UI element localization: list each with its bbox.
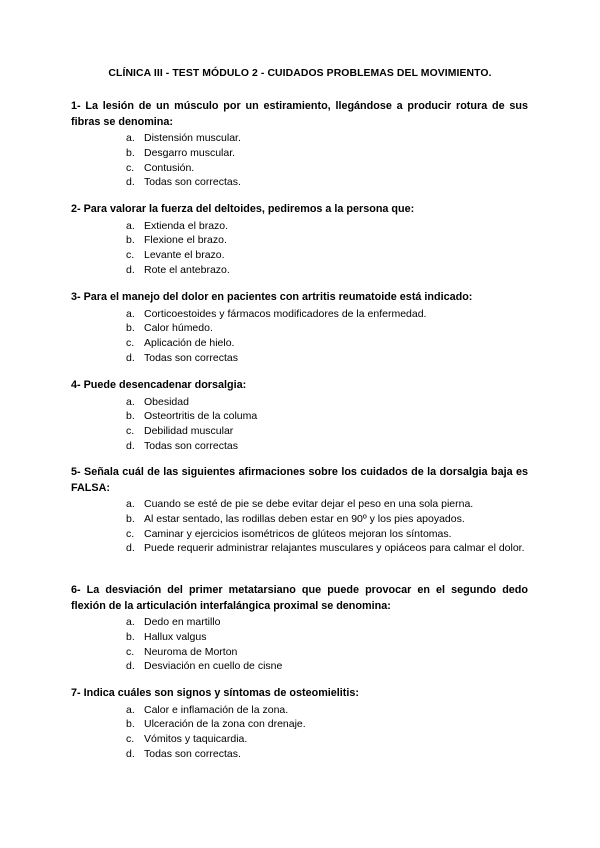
option-b: b. Calor húmedo.: [126, 322, 213, 335]
option-b: b. Flexione el brazo.: [126, 234, 227, 247]
question-text: 6- La desviación del primer metatarsiano que puede provocar en el segundo dedo flexión de la articulación interfalángica proximal se denomina:: [71, 584, 528, 612]
option-b: b. Ulceración de la zona con drenaje.: [126, 718, 306, 731]
option-a: a. Dedo en martillo: [126, 616, 221, 628]
option-a: a. Calor e inflamación de la zona.: [126, 703, 289, 716]
option-a: a. Distensión muscular.: [126, 132, 241, 144]
option-c: c. Neuroma de Morton: [126, 645, 238, 658]
question-3: [71, 290, 528, 366]
question-text: 3- Para el manejo del dolor en pacientes con artritis reumatoide está indicado:: [71, 291, 473, 303]
option-c: c. Levante el brazo.: [126, 249, 225, 262]
option-d: d. Todas son correctas.: [126, 747, 241, 760]
option-c: c. Caminar y ejercicios isométricos de glúteos mejoran los síntomas.: [126, 527, 452, 540]
question-4: [71, 378, 528, 454]
options-list: [71, 219, 528, 278]
option-d: d. Puede requerir administrar relajantes musculares y opiáceos para calmar el dolor.: [126, 542, 525, 555]
question-text: 5- Señala cuál de las siguientes afirmaciones sobre los cuidados de la dorsalgia baja es FALSA:: [71, 466, 528, 494]
options-list: [71, 307, 528, 366]
question-1: [71, 99, 528, 190]
question-2: [71, 202, 528, 278]
option-b: b. Desgarro muscular.: [126, 146, 236, 159]
page-title: CLÍNICA III - TEST MÓDULO 2 - CUIDADOS PROBLEMAS DEL MOVIMIENTO.: [108, 68, 492, 79]
option-d: d. Rote el antebrazo.: [126, 263, 230, 276]
question-6: [71, 583, 528, 674]
option-b: b. Al estar sentado, las rodillas deben estar en 90º y los pies apoyados.: [126, 512, 465, 525]
options-list: [71, 615, 528, 674]
option-b: b. Osteortritis de la columa: [126, 410, 258, 423]
options-list: [71, 703, 528, 762]
options-list: [71, 497, 528, 556]
option-d: d. Todas son correctas: [126, 351, 238, 364]
option-b: b. Hallux valgus: [126, 630, 207, 643]
question-7: [71, 686, 528, 762]
option-a: a. Obesidad: [126, 395, 189, 408]
option-d: d. Desviación en cuello de cisne: [126, 660, 283, 673]
option-c: c. Debilidad muscular: [126, 425, 234, 438]
option-c: c. Vómitos y taquicardia.: [126, 733, 248, 746]
option-c: c. Contusión.: [126, 161, 195, 174]
question-text: 4- Puede desencadenar dorsalgia:: [71, 379, 247, 391]
option-c: c. Aplicación de hielo.: [126, 337, 235, 350]
option-d: d. Todas son correctas.: [126, 176, 241, 189]
question-text: 7- Indica cuáles son signos y síntomas de osteomielitis:: [71, 687, 359, 699]
options-list: [71, 395, 528, 454]
option-d: d. Todas son correctas: [126, 439, 238, 452]
option-a: a. Cuando se esté de pie se debe evitar dejar el peso en una sola pierna.: [126, 498, 474, 510]
question-5: [71, 465, 528, 556]
options-list: [71, 131, 528, 190]
question-text: 2- Para valorar la fuerza del deltoides, pediremos a la persona que:: [71, 203, 415, 215]
question-text: 1- La lesión de un músculo por un estiramiento, llegándose a producir rotura de sus fibras se denomina:: [71, 100, 528, 128]
option-a: a. Extienda el brazo.: [126, 219, 229, 232]
option-a: a. Corticoestoides y fármacos modificadores de la enfermedad.: [126, 307, 427, 320]
